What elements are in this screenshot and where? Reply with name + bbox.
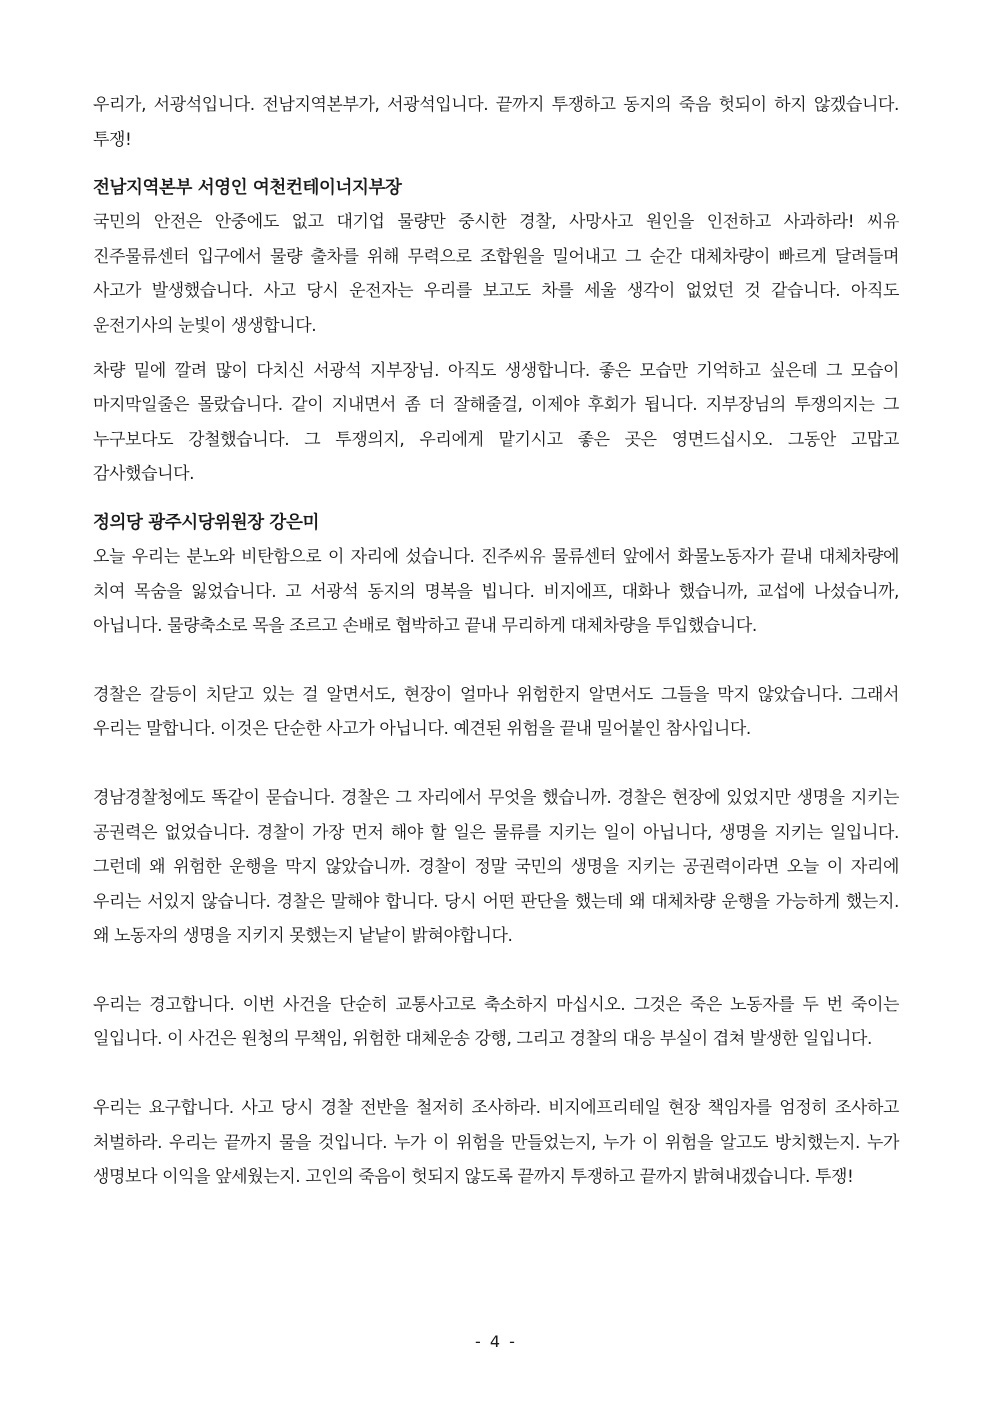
- speech-paragraph: 차량 밑에 깔려 많이 다치신 서광석 지부장님. 아직도 생생합니다. 좋은 모습만 기억하고 싶은데 그 모습이 마지막일줄은 몰랐습니다. 같이 지내면서 좀 더 잘해줄걸, 이제야 후회가 됩니다. 지부장님의 투쟁의지는 그 누구보다도 강철했습니다. 그 투쟁의지, 우리에게 맡기시고 좋은 곳은 영면드십시오. 그동안 고맙고 감사했습니다.: [93, 360, 899, 485]
- speaker-heading: 정의당 광주시당위원장 강은미: [93, 512, 319, 533]
- speech-paragraph: 우리는 요구합니다. 사고 당시 경찰 전반을 철저히 조사하라. 비지에프리테일 현장 책임자를 엄정히 조사하고 처벌하라. 우리는 끝까지 물을 것입니다. 누가 이 위험을 만들었는지, 누가 이 위험을 알고도 방치했는지. 누가 생명보다 이익을 앞세웠는지. 고인의 죽음이 헛되지 않도록 끝까지 투쟁하고 끝까지 밝혀내겠습니다. 투쟁!: [93, 1098, 899, 1188]
- speaker-heading: 전남지역본부 서영인 여천컨테이너지부장: [93, 178, 402, 199]
- page-number: - 4 -: [475, 1332, 517, 1351]
- document-body: [93, 88, 899, 1195]
- closing-paragraph: 우리가, 서광석입니다. 전남지역본부가, 서광석입니다. 끝까지 투쟁하고 동지의 죽음 헛되이 하지 않겠습니다. 투쟁!: [93, 95, 899, 150]
- speech-paragraph: 우리는 경고합니다. 이번 사건을 단순히 교통사고로 축소하지 마십시오. 그것은 죽은 노동자를 두 번 죽이는 일입니다. 이 사건은 원청의 무책임, 위험한 대체운송 강행, 그리고 경찰의 대응 부실이 겹쳐 발생한 일입니다.: [93, 994, 899, 1050]
- speech-paragraph: 경남경찰청에도 똑같이 묻습니다. 경찰은 그 자리에서 무엇을 했습니까. 경찰은 현장에 있었지만 생명을 지키는 공권력은 없었습니다. 경찰이 가장 먼저 해야 할 일은 물류를 지키는 일이 아닙니다, 생명을 지키는 일입니다. 그런데 왜 위험한 운행을 막지 않았습니까. 경찰이 정말 국민의 생명을 지키는 공권력이라면 오늘 이 자리에 우리는 서있지 않습니다. 경찰은 말해야 합니다. 당시 어떤 판단을 했는데 왜 대체차량 운행을 가능하게 했는지. 왜 노동자의 생명을 지키지 못했는지 낱낱이 밝혀야합니다.: [93, 787, 899, 947]
- speech-paragraph: 경찰은 갈등이 치닫고 있는 걸 알면서도, 현장이 얼마나 위험한지 알면서도 그들을 막지 않았습니다. 그래서 우리는 말합니다. 이것은 단순한 사고가 아닙니다. 예견된 위험을 끝내 밀어붙인 참사입니다.: [93, 684, 899, 740]
- speech-paragraph: 오늘 우리는 분노와 비탄함으로 이 자리에 섰습니다. 진주씨유 물류센터 앞에서 화물노동자가 끝내 대체차량에 치여 목숨을 잃었습니다. 고 서광석 동지의 명복을 빕니다. 비지에프, 대화나 했습니까, 교섭에 나섰습니까, 아닙니다. 물량축소로 목을 조르고 손배로 협박하고 끝내 무리하게 대체차량을 투입했습니다.: [93, 546, 899, 637]
- speech-paragraph: 국민의 안전은 안중에도 없고 대기업 물량만 중시한 경찰, 사망사고 원인을 인전하고 사과하라! 씨유 진주물류센터 입구에서 물량 출차를 위해 무력으로 조합원을 밀어내고 그 순간 대체차량이 빠르게 달려들며 사고가 발생했습니다. 사고 당시 운전자는 우리를 보고도 차를 세울 생각이 없었던 것 같습니다. 아직도 운전기사의 눈빛이 생생합니다.: [93, 212, 899, 336]
